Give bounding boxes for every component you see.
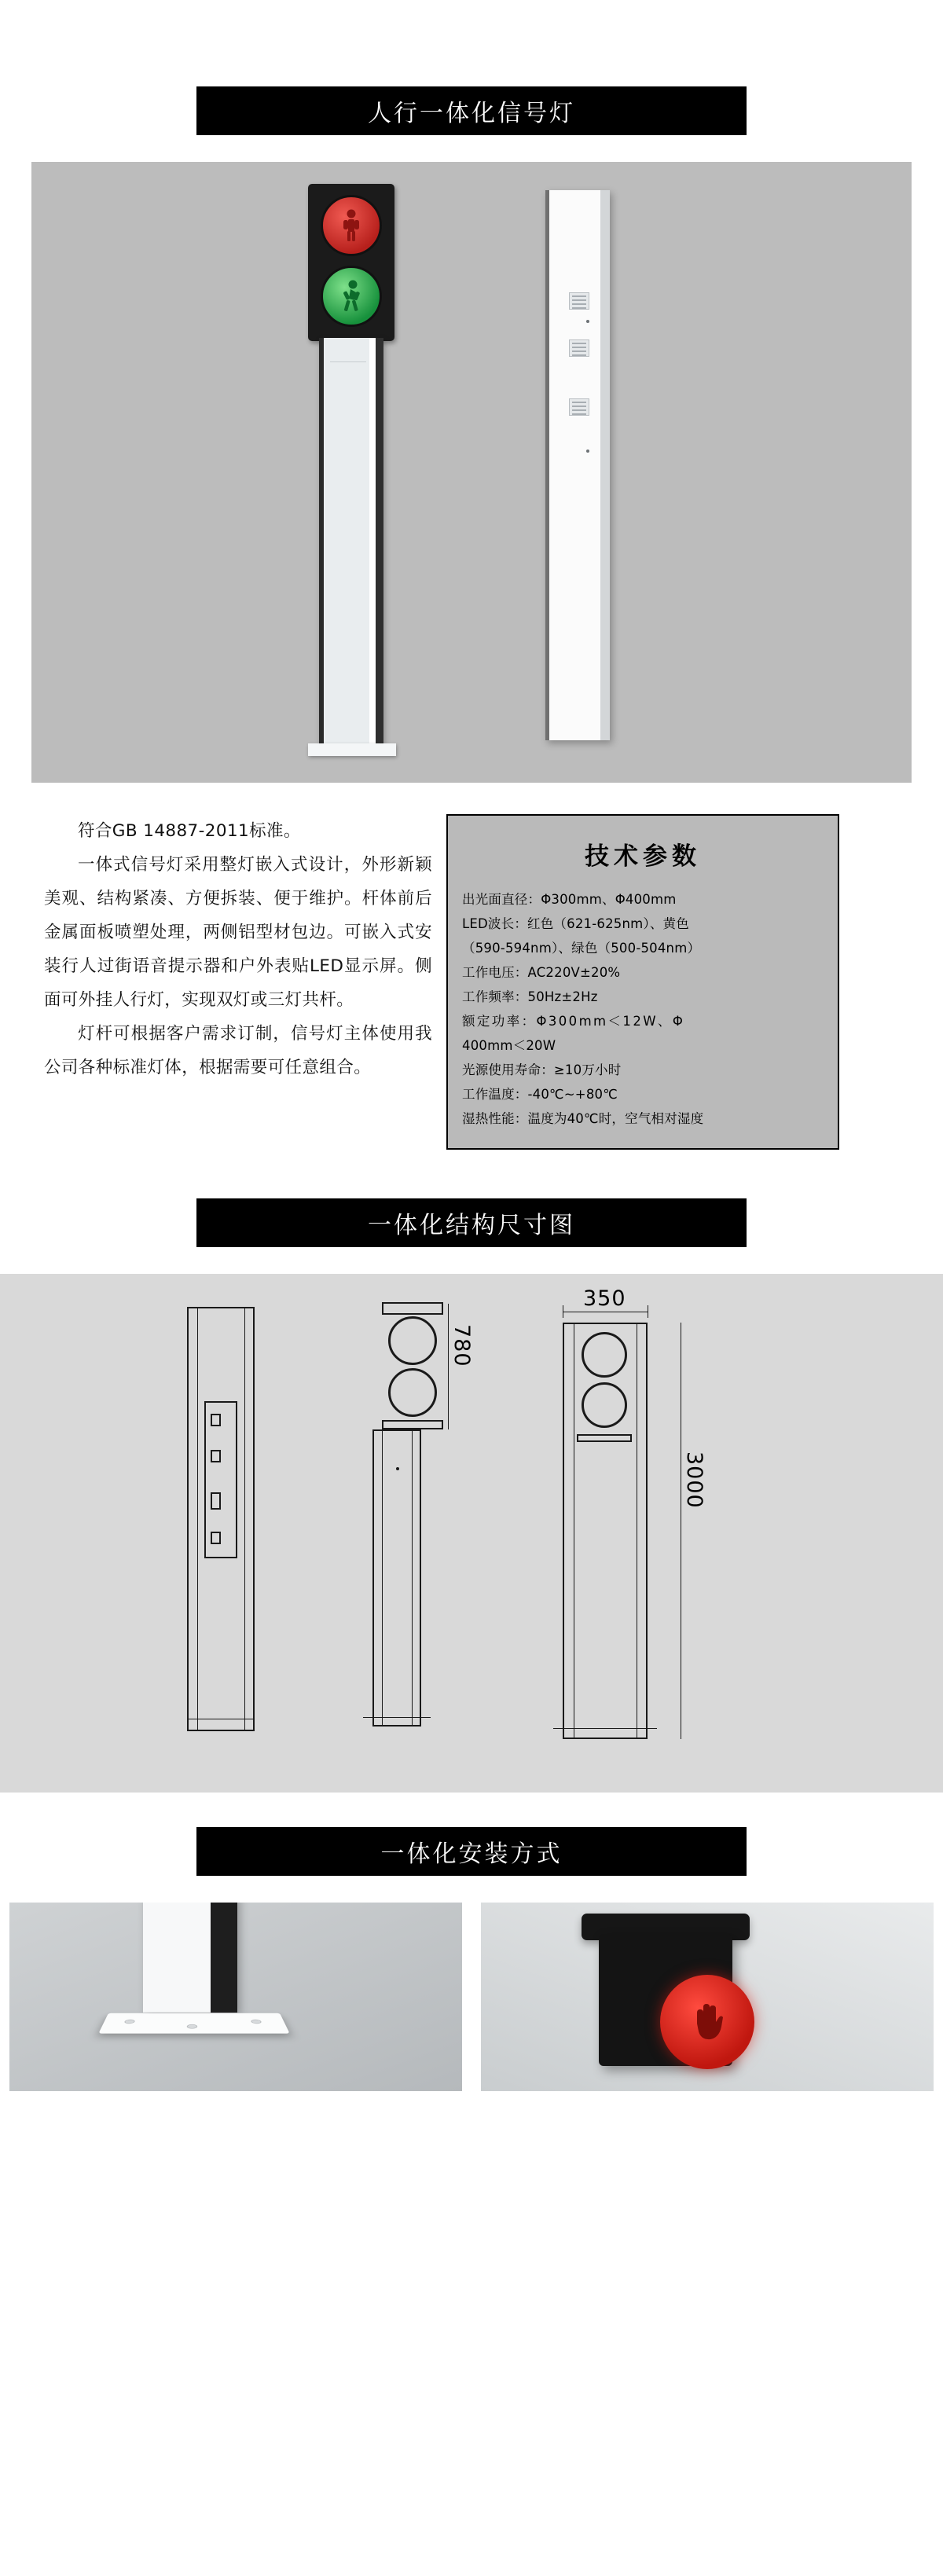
spec-panel-title: 技术参数: [585, 842, 701, 871]
spec-row-wavelength: LED波长：红色（621-625nm）、黄色: [462, 916, 689, 931]
signal-pole-base: [308, 743, 396, 756]
dimension-label-width: 350: [583, 1286, 626, 1311]
signal-pole-body: [319, 338, 383, 747]
installation-photo-row: [0, 1903, 943, 2091]
spec-row-voltage: 工作电压：AC220V±20%: [462, 965, 621, 980]
vent-panel: [569, 398, 589, 416]
fastener-dot: [586, 450, 589, 453]
fastener-dot: [586, 320, 589, 323]
product-photo-band: [31, 162, 912, 783]
spec-list: [462, 887, 824, 1131]
pole-lower-section: [143, 1903, 237, 2013]
dimension-drawing-band: [0, 1274, 943, 1793]
vent-panel: [569, 339, 589, 357]
dimension-label-total-height: 3000: [682, 1451, 706, 1509]
anchor-bolt-hole: [251, 2020, 262, 2024]
pedestrian-signal-unit: [291, 184, 416, 765]
description-and-spec-row: [0, 814, 943, 1150]
red-hand-lens: [660, 1975, 754, 2069]
panel-module: [211, 1532, 221, 1544]
banner-title-dimensions: 一体化结构尺寸图: [196, 1198, 747, 1247]
integrated-pole-body: [545, 190, 610, 740]
green-walking-man-lens: [321, 266, 382, 327]
section-banner-installation: [0, 1827, 943, 1876]
panel-module: [211, 1450, 221, 1462]
product-page: [0, 86, 943, 2123]
anchor-bolt-hole: [124, 2020, 136, 2024]
standing-man-icon: [339, 208, 363, 243]
base-mounting-plate: [98, 2013, 289, 2034]
spec-row-power-cont: 400mm＜20W: [462, 1038, 556, 1053]
description-line-1: 符合GB 14887-2011标准。: [78, 821, 301, 841]
red-standing-man-lens: [321, 195, 382, 256]
front-view-dimensioned-drawing: [550, 1286, 739, 1739]
side-view-drawing: [355, 1302, 474, 1734]
spec-row-frequency: 工作频率：50Hz±2Hz: [462, 989, 598, 1004]
banner-title-product: 人行一体化信号灯: [196, 86, 747, 135]
section-banner-dimensions: [0, 1198, 943, 1247]
signal-head-housing: [308, 184, 394, 341]
anchor-bolt-hole: [187, 2024, 197, 2029]
raised-hand-icon: [689, 2000, 725, 2044]
spec-row-aperture: 出光面直径：Φ300mm、Φ400mm: [462, 892, 677, 907]
description-line-3: 灯杆可根据客户需求订制，信号灯主体使用我公司各种标准灯体，根据需要可任意组合。: [44, 1024, 432, 1077]
spec-row-power: 额定功率：Φ300mm＜12W、Φ: [462, 1014, 685, 1029]
technical-parameters-panel: [446, 814, 839, 1150]
front-elevation-drawing: [187, 1307, 255, 1731]
banner-title-installation: 一体化安装方式: [196, 1827, 747, 1876]
walking-man-icon: [339, 279, 363, 314]
panel-module: [211, 1414, 221, 1426]
dimension-label-head-height: 780: [449, 1324, 474, 1367]
vent-panel: [569, 292, 589, 310]
installation-photo-base: [9, 1903, 462, 2091]
description-line-2: 一体式信号灯采用整灯嵌入式设计，外形新颖美观、结构紧凑、方便拆装、便于维护。杆体前后金属面板喷塑处理，两侧铝型材包边。可嵌入式安装行人过街语音提示器和户外表贴LED显示屏。侧面可外挂人行灯，实现双灯或三灯共杆。: [44, 855, 432, 1010]
spec-row-wavelength-cont: （590-594nm）、绿色（500-504nm）: [462, 941, 701, 956]
installation-photo-lamp-head: [481, 1903, 934, 2091]
panel-module: [211, 1492, 221, 1510]
section-banner-product: [0, 86, 943, 135]
integrated-pole-unit: [534, 190, 629, 753]
spec-row-lifespan: 光源使用寿命：≥10万小时: [462, 1062, 622, 1077]
spec-row-humidity: 湿热性能：温度为40℃时，空气相对湿度: [462, 1111, 704, 1126]
spec-row-temperature: 工作温度：-40℃~+80℃: [462, 1087, 618, 1102]
product-description: [44, 814, 446, 1084]
